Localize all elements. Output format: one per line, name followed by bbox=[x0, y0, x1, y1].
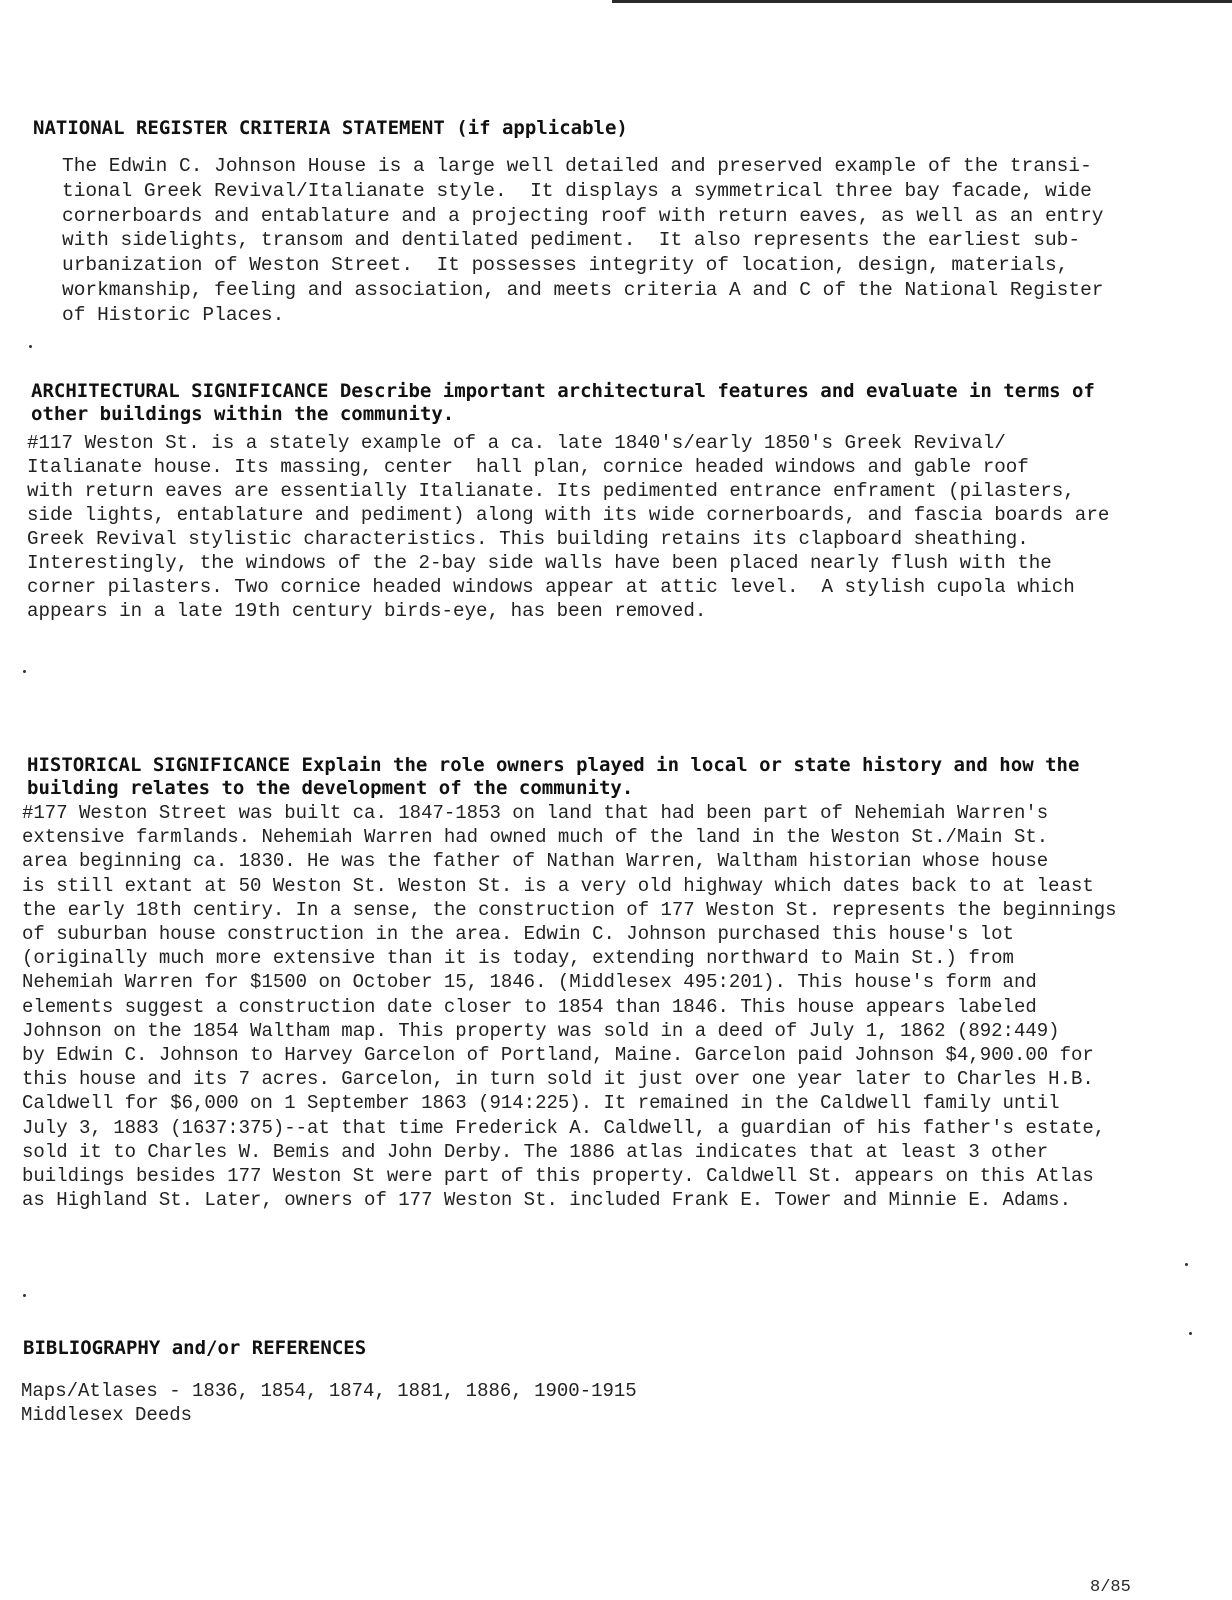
text-line: with sidelights, transom and dentilated pediment. It also represents the earliest sub- bbox=[62, 229, 1081, 252]
text-line: this house and its 7 acres. Garcelon, in turn sold it just over one year later to Charles H.B. bbox=[22, 1068, 1094, 1091]
text-line: buildings besides 177 Weston St were part of this property. Caldwell St. appears on this Atlas bbox=[22, 1165, 1094, 1188]
text-line: Nehemiah Warren for $1500 on October 15, 1846. (Middlesex 495:201). This house's form and bbox=[22, 971, 1037, 994]
text-line: (originally much more extensive than it is today, extending northward to Main St.) from bbox=[22, 947, 1014, 970]
text-line: appears in a late 19th century birds-eye, has been removed. bbox=[27, 600, 707, 622]
page-number: 8/85 bbox=[1090, 1578, 1131, 1597]
text-line: sold it to Charles W. Bemis and John Derby. The 1886 atlas indicates that at least 3 other bbox=[22, 1140, 1049, 1163]
text-line: Italianate house. Its massing, center hall plan, cornice headed windows and gable roof bbox=[27, 456, 1029, 478]
architectural-heading bbox=[31, 380, 1095, 426]
text-line: the early 18th centiry. In a sense, the construction of 177 Weston St. represents the beginnings bbox=[22, 898, 1117, 921]
text-line: of Historic Places. bbox=[62, 303, 285, 326]
bibliography-item: Maps/Atlases - 1836, 1854, 1874, 1881, 1886, 1900-1915 bbox=[21, 1380, 637, 1402]
text-line: is still extant at 50 Weston St. Weston St. is a very old highway which dates back to at least bbox=[22, 874, 1094, 897]
historical-heading-line2: building relates to the development of the community. bbox=[27, 777, 634, 799]
text-line: side lights, entablature and pediment) along with its wide cornerboards, and fascia boards are bbox=[27, 504, 1110, 526]
scan-speck bbox=[23, 670, 26, 673]
historical-paragraph bbox=[22, 801, 1117, 1212]
text-line: The Edwin C. Johnson House is a large well detailed and preserved example of the transi- bbox=[62, 155, 1092, 177]
architectural-heading-line1: ARCHITECTURAL SIGNIFICANCE Describe important architectural features and evaluate in terms of bbox=[31, 380, 1095, 402]
text-line: of suburban house construction in the area. Edwin C. Johnson purchased this house's lot bbox=[22, 923, 1014, 946]
bibliography-heading: BIBLIOGRAPHY and/or REFERENCES bbox=[23, 1337, 367, 1359]
architectural-paragraph bbox=[27, 431, 1109, 623]
text-line: #177 Weston Street was built ca. 1847-1853 on land that had been part of Nehemiah Warren's bbox=[22, 802, 1049, 824]
text-line: Greek Revival stylistic characteristics. This building retains its clapboard sheathing. bbox=[27, 528, 1029, 550]
top-border-line bbox=[612, 0, 1232, 3]
text-line: July 3, 1883 (1637:375)--at that time Frederick A. Caldwell, a guardian of his father's estate, bbox=[22, 1116, 1106, 1139]
text-line: area beginning ca. 1830. He was the father of Nathan Warren, Waltham historian whose house bbox=[22, 850, 1049, 873]
text-line: as Highland St. Later, owners of 177 Weston St. included Frank E. Tower and Minnie E. Adams. bbox=[22, 1189, 1071, 1212]
text-line: Interestingly, the windows of the 2-bay side walls have been placed nearly flush with the bbox=[27, 552, 1052, 574]
text-line: Johnson on the 1854 Waltham map. This property was sold in a deed of July 1, 1862 (892:449) bbox=[22, 1019, 1060, 1042]
text-line: Caldwell for $6,000 on 1 September 1863 (914:225). It remained in the Caldwell family until bbox=[22, 1092, 1060, 1115]
scan-speck bbox=[23, 1294, 26, 1297]
historical-heading bbox=[27, 754, 1079, 800]
scan-speck bbox=[1185, 1263, 1188, 1266]
bibliography-list bbox=[21, 1379, 637, 1427]
text-line: cornerboards and entablature and a projecting roof with return eaves, as well as an entry bbox=[62, 204, 1104, 227]
criteria-paragraph bbox=[62, 154, 1103, 328]
text-line: corner pilasters. Two cornice headed windows appear at attic level. A stylish cupola which bbox=[27, 576, 1075, 598]
text-line: by Edwin C. Johnson to Harvey Garcelon of Portland, Maine. Garcelon paid Johnson $4,900.00 for bbox=[22, 1044, 1094, 1067]
scan-speck bbox=[1189, 1332, 1192, 1335]
text-line: with return eaves are essentially Italianate. Its pedimented entrance enframent (pilasters, bbox=[27, 480, 1075, 502]
text-line: extensive farmlands. Nehemiah Warren had owned much of the land in the Weston St./Main St. bbox=[22, 826, 1049, 849]
criteria-heading: NATIONAL REGISTER CRITERIA STATEMENT (if applicable) bbox=[33, 117, 628, 139]
architectural-heading-line2: other buildings within the community. bbox=[31, 403, 455, 425]
text-line: urbanization of Weston Street. It possesses integrity of location, design, materials, bbox=[62, 254, 1069, 277]
text-line: workmanship, feeling and association, and meets criteria A and C of the National Register bbox=[62, 278, 1104, 301]
historical-heading-line1: HISTORICAL SIGNIFICANCE Explain the role owners played in local or state history and how the bbox=[27, 754, 1080, 776]
bibliography-item: Middlesex Deeds bbox=[21, 1404, 193, 1426]
text-line: #117 Weston St. is a stately example of a ca. late 1840's/early 1850's Greek Revival/ bbox=[27, 432, 1006, 454]
scan-speck bbox=[29, 345, 32, 348]
text-line: elements suggest a construction date closer to 1854 than 1846. This house appears labeled bbox=[22, 995, 1037, 1018]
text-line: tional Greek Revival/Italianate style. It displays a symmetrical three bay facade, wide bbox=[62, 179, 1092, 202]
